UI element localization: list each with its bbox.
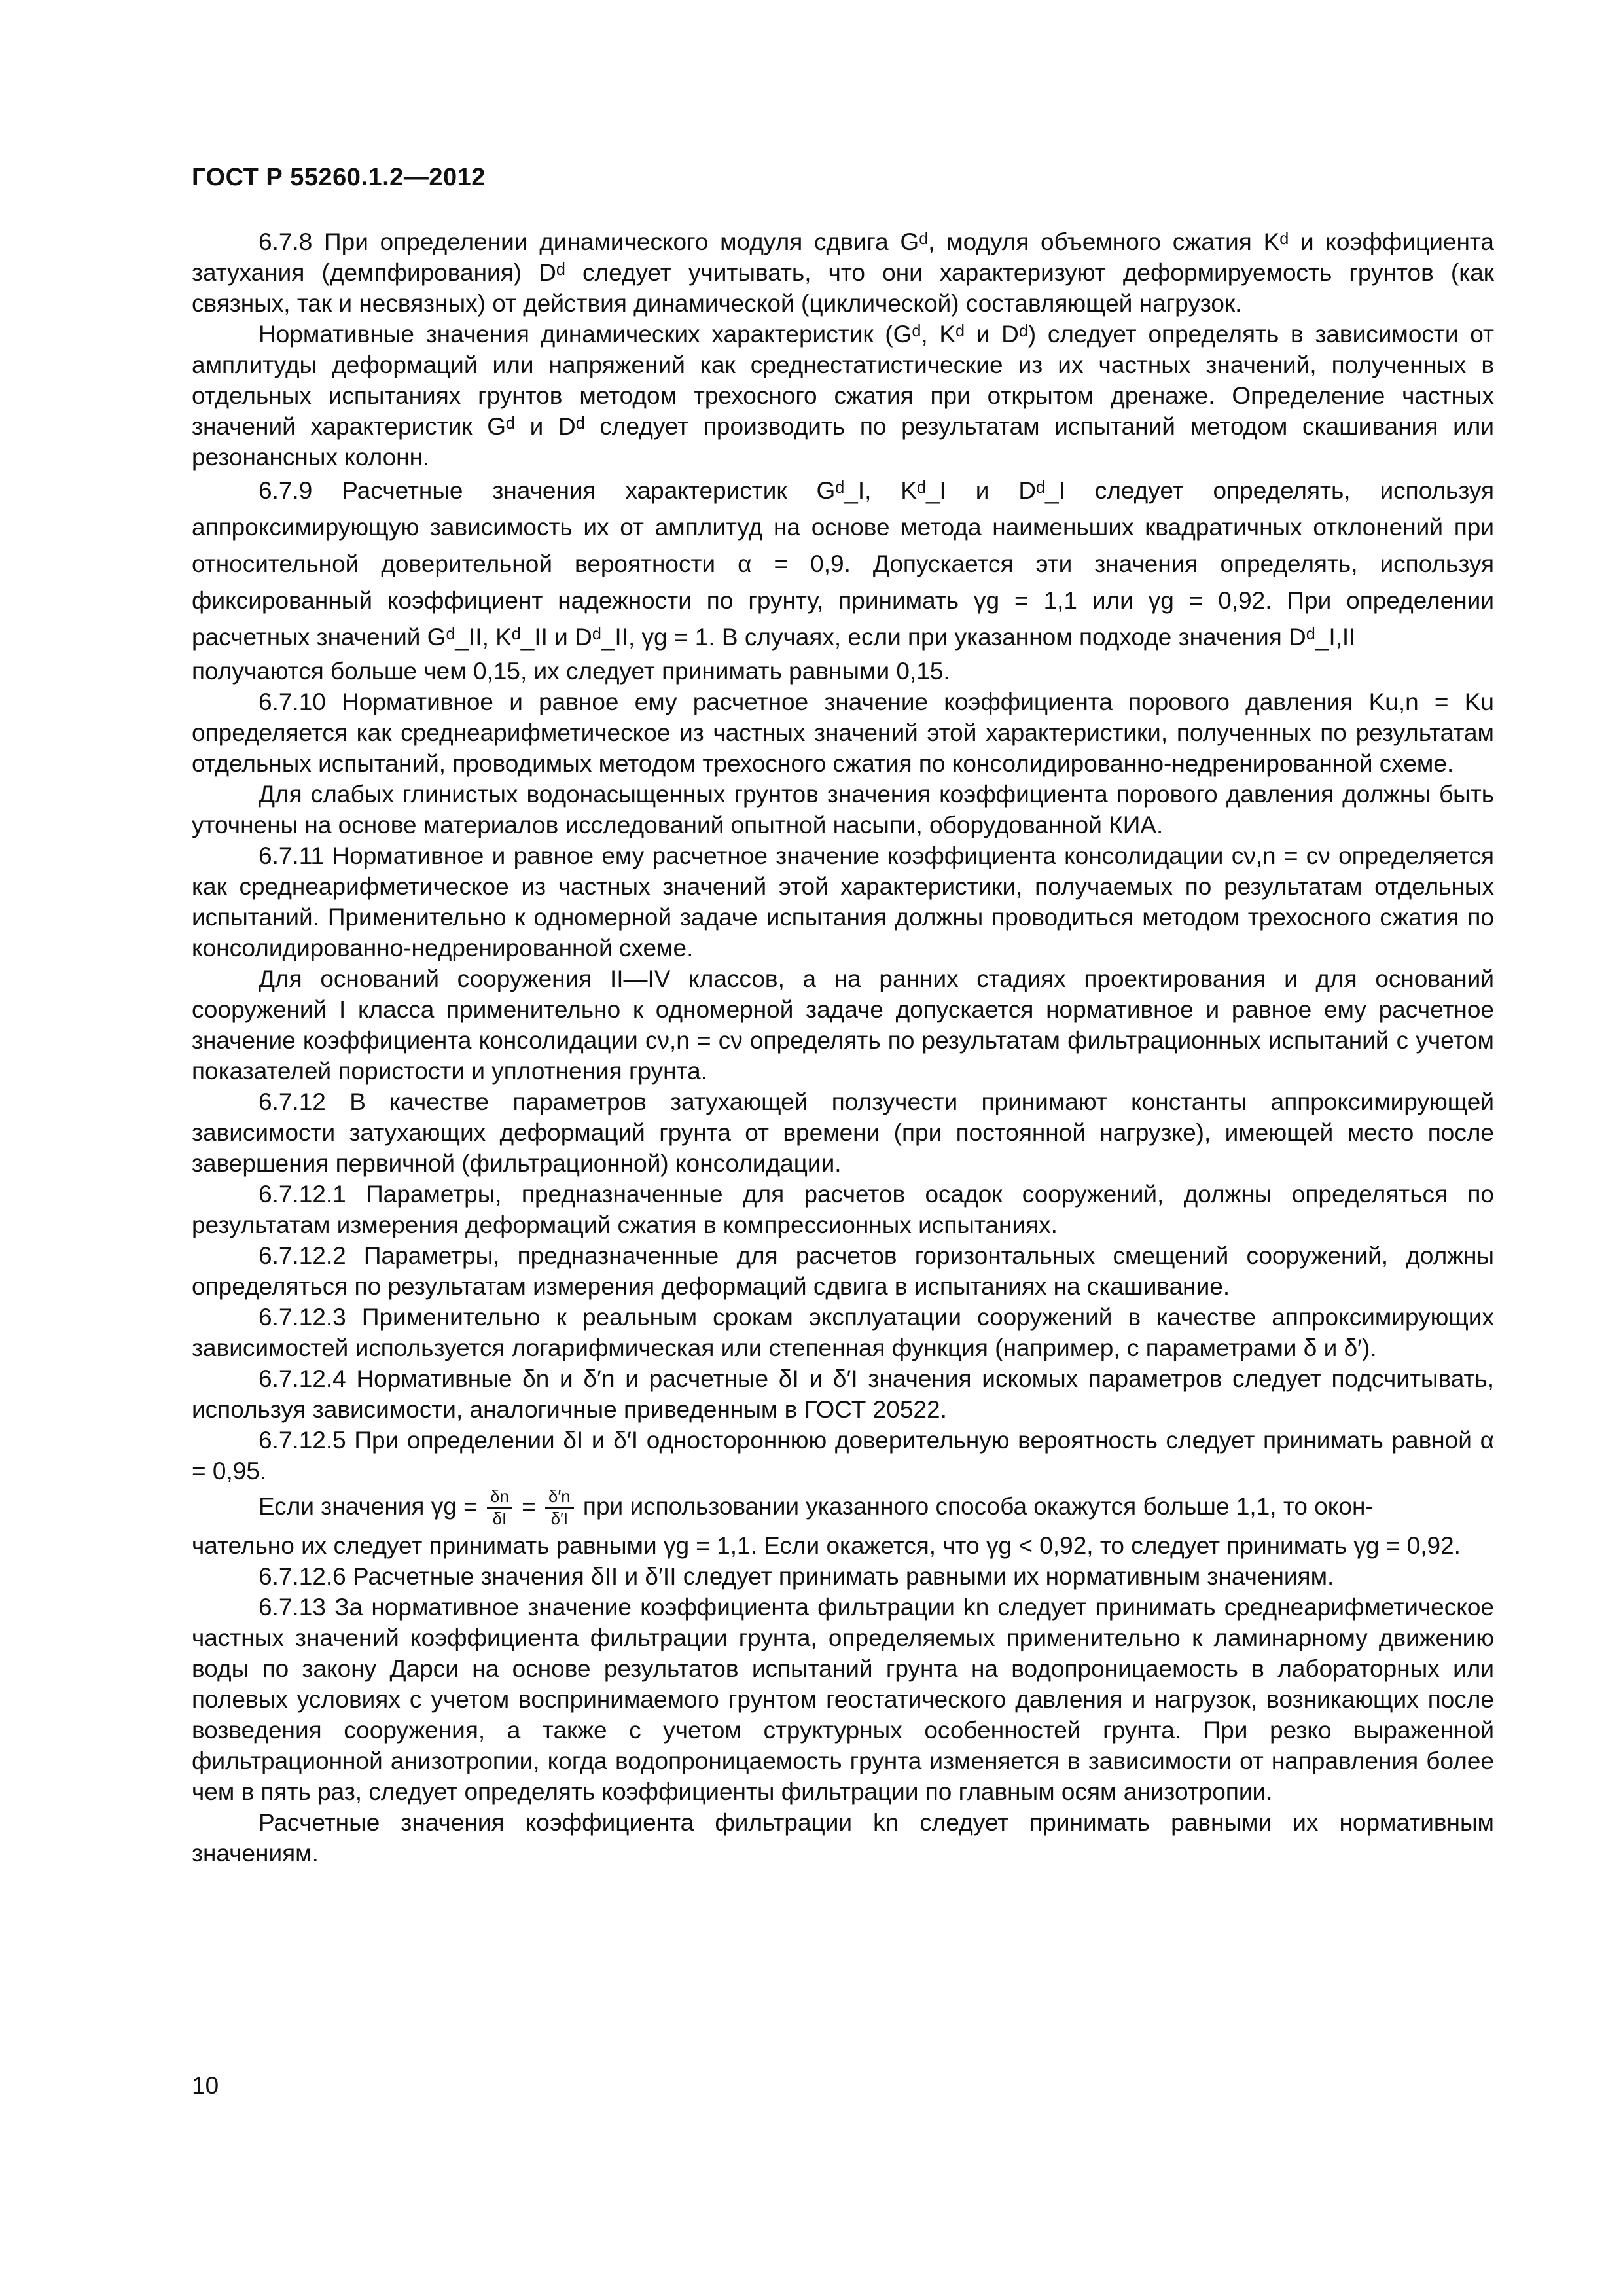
paragraph-6-7-10: 6.7.10 Нормативное и равное ему расчетное значение коэффициента порового давления Ku,n = Ku определяется как среднеарифметическое из частных значений этой характеристики, полученных по результатам отдельных испытаний, проводимых методом трехосного сжатия по консолидированно-недренированной схеме.	[192, 689, 1494, 777]
paragraph: Нормативные значения динамических характеристик (Gᵈ, Kᵈ и Dᵈ) следует определять в зависимости от амплитуды деформаций или напряжений как среднестатистические из их частных значений, полученных в отдельных испытаниях грунтов методом трехосного сжатия при открытом дренаже. Определение частных значений характеристик Gᵈ и Dᵈ следует производить по результатам испытаний методом скашивания или резонансных колонн.	[192, 321, 1494, 471]
paragraph-6-7-12-6: 6.7.12.6 Расчетные значения δII и δ′II следует принимать равными их нормативным значениям.	[259, 1562, 1334, 1590]
paragraph-6-7-12-1: 6.7.12.1 Параметры, предназначенные для расчетов осадок сооружений, должны определяться по результатам измерения деформаций сжатия в компрессионных испытаниях.	[192, 1181, 1494, 1238]
document-body	[192, 226, 1494, 1869]
paragraph-formula	[192, 1486, 1494, 1530]
paragraph-6-7-8: 6.7.8 При определении динамического модуля сдвига Gᵈ, модуля объемного сжатия Kᵈ и коэффициента затухания (демпфирования) Dᵈ следует учитывать, что они характеризуют деформируемость грунтов (как связных, так и несвязных) от действия динамической (циклической) составляющей нагрузок.	[192, 228, 1494, 317]
paragraph: Для оснований сооружения II—IV классов, а на ранних стадиях проектирования и для оснований сооружений I класса применительно к одномерной задаче допускается нормативное и равное ему расчетное значение коэффициента консолидации cν,n = cν определять по результатам фильтрационных испытаний с учетом показателей пористости и уплотнения грунта.	[192, 965, 1494, 1085]
page-number: 10	[192, 2072, 219, 2099]
paragraph-6-7-9: 6.7.9 Расчетные значения характеристик Gᵈ_I, Kᵈ_I и Dᵈ_I следует определять, используя аппроксимирующую зависимость их от амплитуд на основе метода наименьших квадратичных отклонений при относительной доверительной вероятности α = 0,9. Допускается эти значения определять, используя фиксированный коэффициент надежности по грунту, принимать γg = 1,1 или γg = 0,92. При определении расчетных значений Gᵈ_II, Kᵈ_II и Dᵈ_II, γg = 1. В случаях, если при указанном подходе значения Dᵈ_I,II	[192, 477, 1494, 651]
paragraph-6-7-12-5: 6.7.12.5 При определении δI и δ′I одностороннюю доверительную вероятность следует принимать равной α = 0,95.	[192, 1427, 1494, 1484]
paragraph-6-7-11: 6.7.11 Нормативное и равное ему расчетное значение коэффициента консолидации cν,n = cν определяется как среднеарифметическое из частных значений этой характеристики, получаемых по результатам отдельных испытаний. Применительно к одномерной задаче испытания должны проводиться методом трехосного сжатия по консолидированно-недренированной схеме.	[192, 842, 1494, 961]
fraction-numerator: δ′n	[545, 1486, 574, 1509]
fraction-denominator: δI	[492, 1510, 507, 1529]
paragraph-6-7-12: 6.7.12 В качестве параметров затухающей ползучести принимают константы аппроксимирующей зависимости затухающих деформаций грунта от времени (при постоянной нагрузке), имеющей место после завершения первичной (фильтрационной) консолидации.	[192, 1088, 1494, 1177]
paragraph-6-7-12-4: 6.7.12.4 Нормативные δn и δ′n и расчетные δI и δ′I значения искомых параметров следует подсчитывать, используя зависимости, аналогичные приведенным в ГОСТ 20522.	[192, 1365, 1494, 1423]
paragraph: Для слабых глинистых водонасыщенных грунтов значения коэффициента порового давления должны быть уточнены на основе материалов исследований опытной насыпи, оборудованной КИА.	[192, 781, 1494, 838]
formula-tail-text: при использовании указанного способа окажутся больше 1,1, то окон-	[576, 1493, 1374, 1520]
equals-sign: =	[514, 1493, 543, 1520]
formula-lead-text: Если значения γg =	[259, 1493, 484, 1520]
paragraph-6-7-12-2: 6.7.12.2 Параметры, предназначенные для расчетов горизонтальных смещений сооружений, должны определяться по результатам измерения деформаций сдвига в испытаниях на скашивание.	[192, 1242, 1494, 1300]
document-header: ГОСТ Р 55260.1.2—2012	[192, 164, 486, 191]
fraction-denominator: δ′I	[550, 1510, 569, 1529]
paragraph-6-7-13: 6.7.13 За нормативное значение коэффициента фильтрации kn следует принимать среднеарифметическое частных значений коэффициента фильтрации грунта, определяемых применительно к ламинарному движению воды по закону Дарси на основе результатов испытаний грунта на водопроницаемость в лабораторных или полевых условиях с учетом воспринимаемого грунтом геостатического давления и нагрузок, возникающих после возведения сооружения, а также с учетом структурных особенностей грунта. При резко выраженной фильтрационной анизотропии, когда водопроницаемость грунта изменяется в зависимости от направления более чем в пять раз, следует определять коэффициенты фильтрации по главным осям анизотропии.	[192, 1593, 1494, 1805]
paragraph-6-7-12-3: 6.7.12.3 Применительно к реальным срокам эксплуатации сооружений в качестве аппроксимирующих зависимостей используется логарифмическая или степенная функция (например, с параметрами δ и δ′).	[192, 1304, 1494, 1361]
paragraph: получаются больше чем 0,15, их следует принимать равными 0,15.	[192, 658, 950, 685]
fraction-2	[545, 1486, 574, 1530]
fraction-numerator: δn	[487, 1486, 512, 1509]
fraction-1	[487, 1486, 512, 1530]
paragraph: чательно их следует принимать равными γg = 1,1. Если окажется, что γg < 0,92, то следует принимать γg = 0,92.	[192, 1532, 1461, 1559]
paragraph: Расчетные значения коэффициента фильтрации kn следует принимать равными их нормативным значениям.	[192, 1808, 1494, 1867]
